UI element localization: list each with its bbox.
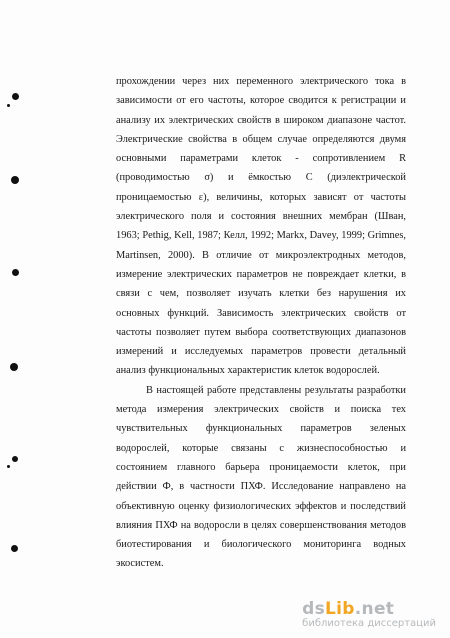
punch-hole-mark [11,545,18,552]
watermark-subtitle: библиотека диссертаций [302,618,436,629]
paragraph-1: прохождении через них переменного электрического тока в зависимости от его частоты, которое сводится к регистрации и анализу их электрических свойств в широком диапазоне частот. Электрические свойства в общем случае определяются двумя основными параметрами клеток - сопротивлением R (проводимостью σ) и ёмкостью С (диэлектрической проницаемостью ε), величины, которых зависят от частоты электрического поля и состояния внешних мембран (Шван, 1963; Pethig, Kell, 1987; Келл, 1992; Markx, Davey, 1999; Grimnes, Martinsen, 2000). В отличие от микроэлектродных методов, измерение электрических параметров не повреждает клетки, в связи с чем, позволяет изучать клетки без нарушения их основных функций. Зависимость электрических свойств от частоты позволяет путем выбора соответствующих диапазонов измерений и исследуемых параметров провести детальный анализ функциональных характеристик клеток водорослей. [116,76,406,377]
punch-hole-mark [11,176,19,184]
punch-hole-mark [7,104,10,107]
punch-hole-mark [7,465,10,468]
watermark-logo: dsLib.net [302,599,395,619]
body-text [116,72,406,574]
punch-hole-mark [12,93,19,100]
punch-hole-mark [12,456,18,462]
paragraph-2: В настоящей работе представлены результаты разработки метода измерения электрических свойств и поиска тех чувствительных функциональных параметров зеленых водорослей, которые связаны с жизнеспособностью и состоянием главного барьера проницаемости клеток, при действии Ф, в частности ПХФ. Исследование направлено на объективную оценку физиологических эффектов и последствий влияния ПХФ на водоросли в целях совершенствования методов биотестирования и биологического мониторинга водных экосистем. [116,384,406,570]
punch-hole-mark [12,269,19,276]
watermark [302,600,436,630]
punch-hole-mark [10,363,18,371]
